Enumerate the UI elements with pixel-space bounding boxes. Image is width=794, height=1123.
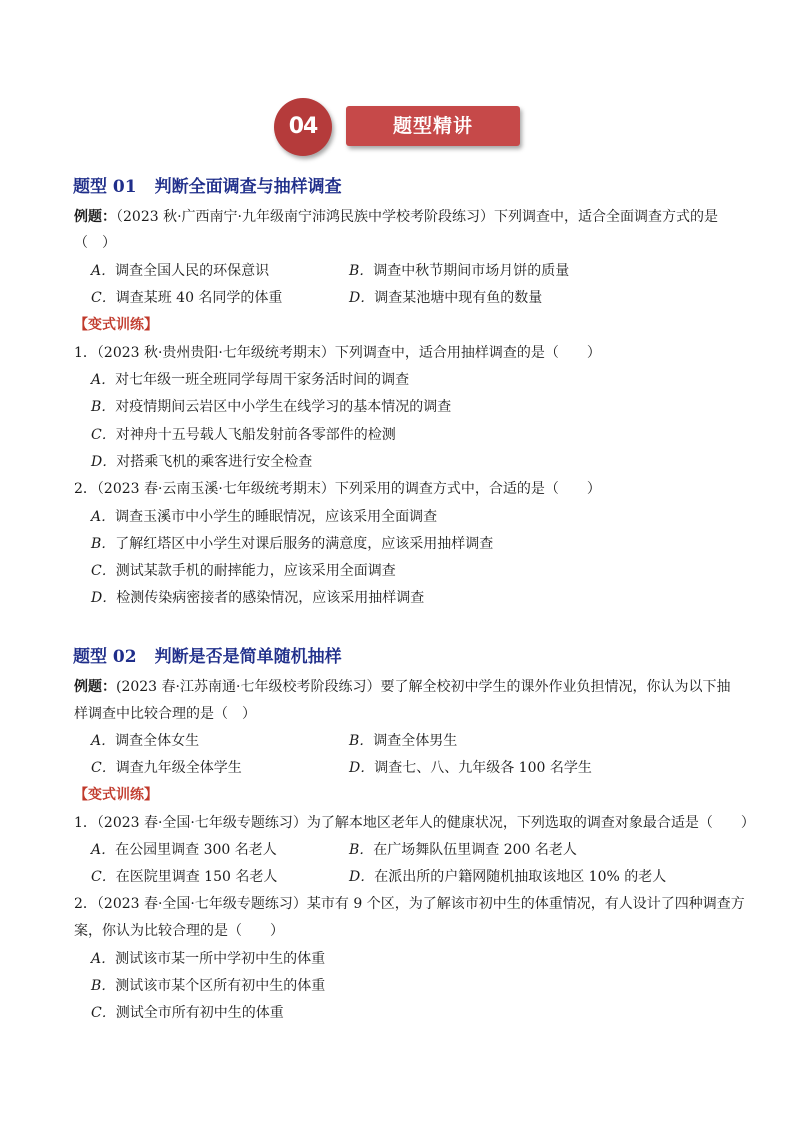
example-stem <box>74 207 718 227</box>
question-stem-cont: 案，你认为比较合理的是（ ） <box>74 923 284 939</box>
option: D．在派出所的户籍网随机抽取该地区 10% 的老人 <box>349 869 667 885</box>
example-label: 例题： <box>74 209 116 225</box>
question-type-number: 题型 01 <box>73 177 137 197</box>
example-stem <box>74 677 730 697</box>
option: D．调查七、八、九年级各 100 名学生 <box>349 760 592 776</box>
option: A．测试该市某一所中学初中生的体重 <box>91 951 326 967</box>
option: A．对七年级一班全班同学每周干家务活时间的调查 <box>91 372 410 388</box>
option: B．在广场舞队伍里调查 200 名老人 <box>349 842 577 858</box>
example-label: 例题： <box>74 679 116 695</box>
option: D．检测传染病密接者的感染情况，应该采用抽样调查 <box>91 590 425 606</box>
question-type-number: 题型 02 <box>73 647 137 667</box>
question-stem: 1．（2023 春·全国·七年级专题练习）为了解本地区老年人的健康状况，下列选取的调查对象最合适是（ ） <box>74 815 755 831</box>
option: A．调查玉溪市中小学生的睡眠情况，应该采用全面调查 <box>91 509 438 525</box>
question-type-title: 判断全面调查与抽样调查 <box>154 177 342 197</box>
example-text: (2023 春·江苏南通·七年级校考阶段练习）要了解全校初中学生的课外作业负担情况，你认为以下抽 <box>116 679 731 695</box>
option: C．测试全市所有初中生的体重 <box>91 1005 284 1021</box>
question-type-heading <box>73 172 342 197</box>
question-type-title: 判断是否是简单随机抽样 <box>154 647 342 667</box>
option: C．测试某款手机的耐摔能力，应该采用全面调查 <box>91 563 396 579</box>
option: A．调查全国人民的环保意识 <box>91 263 270 279</box>
section-banner <box>272 98 524 158</box>
option: C．调查九年级全体学生 <box>91 760 242 776</box>
question-type-heading <box>73 642 342 667</box>
option: C．在医院里调查 150 名老人 <box>91 869 278 885</box>
option: B．测试该市某个区所有初中生的体重 <box>91 978 326 994</box>
question-stem: 2．（2023 春·全国·七年级专题练习）某市有 9 个区，为了解该市初中生的体重情况，有人设计了四种调查方 <box>74 896 745 912</box>
training-label: 【变式训练】 <box>74 787 158 803</box>
option: A．调查全体女生 <box>91 733 200 749</box>
question-stem: 1．（2023 秋·贵州贵阳·七年级统考期末）下列调查中，适合用抽样调查的是（ ） <box>74 345 601 361</box>
question-stem: 2．（2023 春·云南玉溪·七年级统考期末）下列采用的调查方式中，合适的是（ ） <box>74 481 601 497</box>
option: B．对疫情期间云岩区中小学生在线学习的基本情况的调查 <box>91 399 452 415</box>
option: C．调查某班 40 名同学的体重 <box>91 290 283 306</box>
option: D．调查某池塘中现有鱼的数量 <box>349 290 543 306</box>
option: A．在公园里调查 300 名老人 <box>91 842 277 858</box>
section-number-badge: 04 <box>274 98 332 156</box>
option: D．对搭乘飞机的乘客进行安全检查 <box>91 454 313 470</box>
section-banner-title: 题型精讲 <box>346 106 520 146</box>
option: B．调查全体男生 <box>349 733 458 749</box>
example-stem-cont: （ ） <box>74 235 116 251</box>
option: C．对神舟十五号载人飞船发射前各零部件的检测 <box>91 427 396 443</box>
example-text: （2023 秋·广西南宁·九年级南宁沛鸿民族中学校考阶段练习）下列调查中，适合全面调查方式的是 <box>116 209 718 225</box>
option: B．了解红塔区中小学生对课后服务的满意度，应该采用抽样调查 <box>91 536 494 552</box>
training-label: 【变式训练】 <box>74 317 158 333</box>
option: B．调查中秋节期间市场月饼的质量 <box>349 263 570 279</box>
example-stem-cont: 样调查中比较合理的是（ ） <box>74 706 256 722</box>
